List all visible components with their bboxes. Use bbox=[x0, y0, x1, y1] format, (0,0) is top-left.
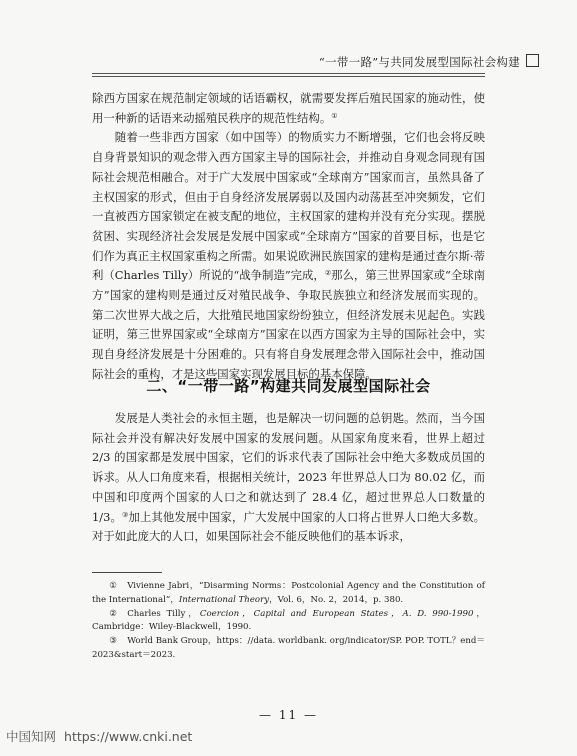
paragraph-1: 除西方国家在规范制定领域的话语霸权，就需要发挥后殖民国家的施动性，使用一种新的话语来动摇殖民秩序的规范性结构。① bbox=[92, 91, 485, 125]
page-number: — 11 — bbox=[259, 708, 318, 722]
footnote-ref-1[interactable]: ① bbox=[331, 111, 338, 120]
paragraph-3: 发展是人类社会的永恒主题，也是解决一切问题的总钥匙。然而，当今国际社会并没有解决好发展中国家的发展问题。从国家角度来看，世界上超过 2/3 的国家都是发展中国家，它们的诉求代表了国际社会中绝大多数成员国的诉求。从人口角度来看，根据相关统计，2023 年世界总人口为 80.02 亿，而中国和印度两个国家的人口之和就达到了 28.4 亿，超过世界总人口数量的 1/3。③加上其他发展中国家，广大发展中国家的人口将占世界人口绝大多数。对于如此庞大的人口，如果国际社会不能反映他们的基本诉求， bbox=[92, 411, 485, 544]
footnote-rule bbox=[92, 572, 162, 573]
running-header bbox=[319, 54, 539, 70]
main-text-2 bbox=[92, 409, 485, 547]
watermark-brand: 中国知网 bbox=[6, 729, 57, 744]
footnote-ref-2[interactable]: ② bbox=[324, 269, 332, 278]
cnki-watermark bbox=[6, 727, 192, 745]
footnote-3-link[interactable]: World Bank Group，https：//data. worldbank. org/indicator/SP. POP. TOTL？end＝2023&start＝2023. bbox=[92, 636, 485, 660]
footnote-3: ③ World Bank Group，https：//data. worldbank. org/indicator/SP. POP. TOTL？end＝2023&start＝2023. bbox=[92, 636, 485, 660]
footnote-2: ② Charles Tilly，Coercion，Capital and European States，A. D. 990-1990，Cambridge：Wiley-Blackwell，1990. bbox=[92, 608, 485, 633]
section-heading: 二、“一带一路”构建共同发展型国际社会 bbox=[146, 377, 431, 395]
footnotes bbox=[92, 580, 485, 663]
header-rule bbox=[92, 73, 485, 74]
box-icon bbox=[526, 54, 539, 67]
paragraph-2: 随着一些非西方国家（如中国等）的物质实力不断增强，它们也会将反映自身背景知识的观念带入西方国家主导的国际社会，并推动自身观念同现有国际社会规范相融合。对于广大发展中国家或“全球南方”国家而言，虽然具备了主权国家的形式，但由于自身经济发展孱弱以及国内动荡甚至冲突频发，它们一直被西方国家锁定在被支配的地位，主权国家的建构并没有充分实现。摆脱贫困、实现经济社会发展是发展中国家或“全球南方”国家的首要目标，也是它们作为真正主权国家重构之所需。如果说欧洲民族国家的建构是通过查尔斯·蒂利（Charles Tilly）所说的“战争制造”完成，②那么，第三世界国家或“全球南方”国家的建构则是通过反对殖民战争、争取民族独立和经济发展而实现的。第二次世界大战之后，大批殖民地国家纷纷独立，但经济发展未见起色。实践证明，第三世界国家或“全球南方”国家在以西方国家为主导的国际社会中，实现自身经济发展是十分困难的。只有将自身发展理念带入国际社会中，推动国际社会的重构，才是这些国家实现发展目标的基本保障。 bbox=[92, 130, 486, 381]
watermark-url[interactable]: https://www.cnki.net bbox=[64, 729, 193, 744]
main-text bbox=[92, 89, 485, 385]
footnote-1: ① Vivienne Jabri，“Disarming Norms：Postcolonial Agency and the Constitution of the International”，International Theory，Vol. 6，No. 2，2014，p. 380. bbox=[92, 581, 485, 605]
running-title: “一带一路”与共同发展型国际社会构建 bbox=[318, 55, 521, 69]
footnote-ref-3[interactable]: ③ bbox=[121, 510, 129, 519]
